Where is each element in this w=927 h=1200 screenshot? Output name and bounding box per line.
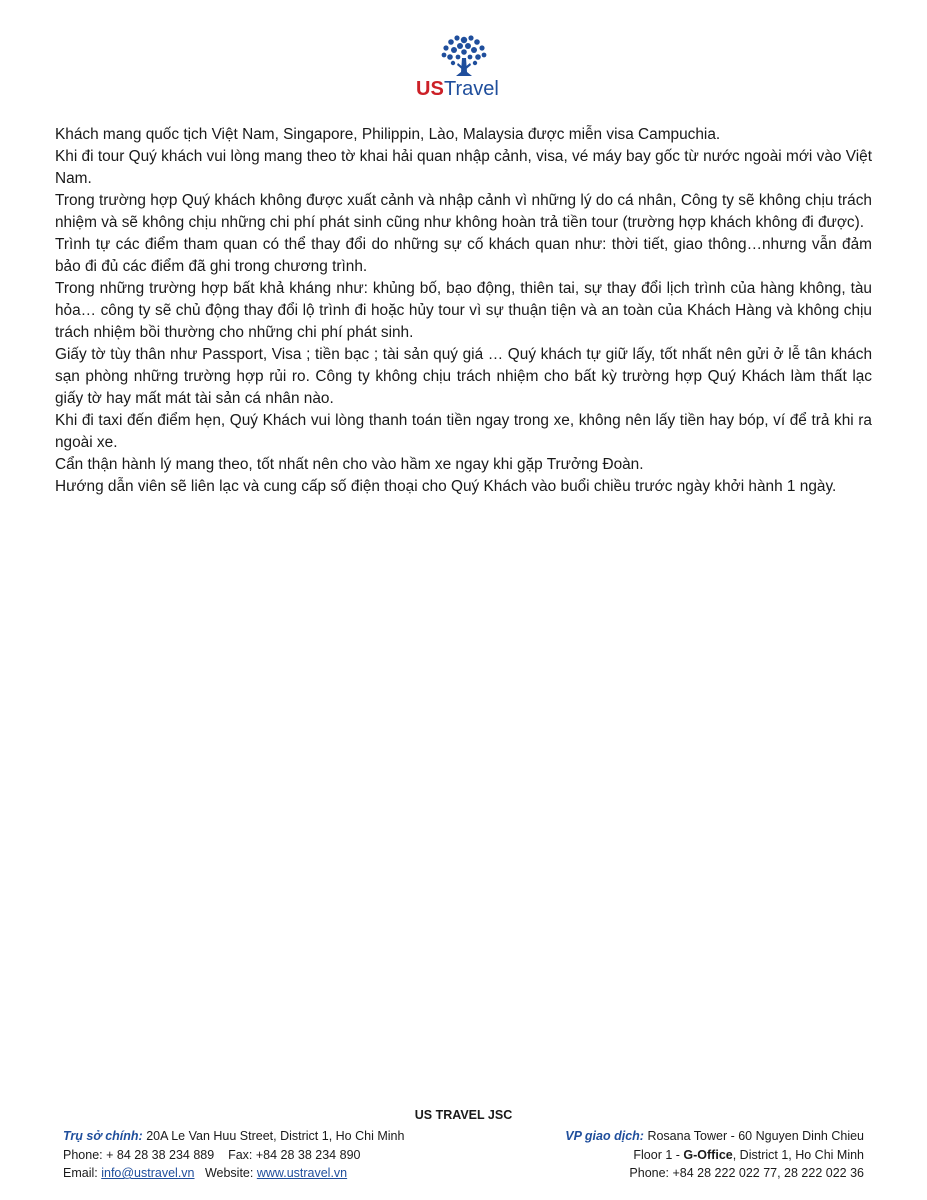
floor-building: G-Office — [683, 1147, 733, 1162]
paragraph: Khi đi tour Quý khách vui lòng mang theo tờ khai hải quan nhập cảnh, visa, vé máy bay gốc từ nước ngoài mới vào Việt Nam. — [55, 148, 872, 187]
head-office-address: 20A Le Van Huu Street, District 1, Ho Chi Minh — [146, 1129, 405, 1143]
website-link[interactable]: www.ustravel.vn — [256, 1166, 348, 1180]
paragraph: Khi đi taxi đến điểm hẹn, Quý Khách vui lòng thanh toán tiền ngay trong xe, không nên lấy tiền hay bóp, ví để trả khi ra ngoài xe. — [55, 412, 872, 451]
logo-travel-text: Travel — [444, 78, 499, 100]
logo-us-text: US — [416, 78, 444, 100]
phone-fax-line: Phone: + 84 28 38 234 889 Fax: +84 28 38 234 890 — [63, 1147, 361, 1162]
terms-body — [55, 124, 872, 498]
contact-line — [63, 1164, 404, 1183]
office-phone-line: Phone: +84 28 222 022 77, 28 222 022 36 — [629, 1166, 864, 1180]
office-label: VP giao dịch: — [565, 1129, 644, 1143]
website-label: Website: — [204, 1166, 254, 1180]
floor-line — [565, 1146, 864, 1165]
paragraph: Hướng dẫn viên sẽ liên lạc và cung cấp số điện thoại cho Quý Khách vào buổi chiều trước ngày khởi hành 1 ngày. — [55, 478, 837, 495]
office-address: Rosana Tower - 60 Nguyen Dinh Chieu — [647, 1129, 864, 1143]
logo-wordmark — [414, 74, 514, 100]
paragraph: Trong những trường hợp bất khả kháng như: khủng bố, bạo động, thiên tai, sự thay đổi lịch trình của hàng không, tàu hỏa… công ty sẽ chủ động thay đổi lộ trình đi hoặc hủy tour vì sự thuận tiện và an toàn của Khách Hàng và không chịu trách nhiệm bồi thường cho những chi phí phát sinh. — [55, 280, 872, 341]
footer-head-office — [63, 1127, 404, 1183]
paragraph: Cẩn thận hành lý mang theo, tốt nhất nên cho vào hầm xe ngay khi gặp Trưởng Đoàn. — [55, 456, 644, 473]
paragraph: Giấy tờ tùy thân như Passport, Visa ; tiền bạc ; tài sản quý giá … Quý khách tự giữ lấy, tốt nhất nên gửi ở lễ tân khách sạn phòng những trường hợp rủi ro. Công ty không chịu trách nhiệm cho bất kỳ trường hợp Quý Khách làm thất lạc giấy tờ hay mất mát tài sản cá nhân nào. — [55, 346, 872, 407]
footer-transaction-office — [565, 1127, 864, 1183]
floor-prefix: Floor 1 - — [633, 1147, 680, 1162]
head-office-line — [63, 1127, 404, 1146]
email-link[interactable]: info@ustravel.vn — [101, 1166, 195, 1180]
paragraph: Trình tự các điểm tham quan có thể thay đổi do những sự cố khách quan như: thời tiết, giao thông…nhưng vẫn đảm bảo đi đủ các điểm đã ghi trong chương trình. — [55, 236, 872, 275]
head-office-label: Trụ sở chính: — [63, 1129, 143, 1143]
paragraph: Trong trường hợp Quý khách không được xuất cảnh và nhập cảnh vì những lý do cá nhân, Công ty sẽ không chịu trách nhiệm và sẽ không chịu những chi phí phát sinh cũng như không hoàn trả tiền tour (trường hợp khách không đi được). — [55, 192, 872, 231]
floor-suffix: , District 1, Ho Chi Minh — [732, 1147, 864, 1162]
email-label: Email: — [63, 1166, 98, 1180]
paragraph: Khách mang quốc tịch Việt Nam, Singapore, Philippin, Lào, Malaysia được miễn visa Campuchia. — [55, 126, 721, 143]
office-line — [565, 1127, 864, 1146]
footer-company-name: US TRAVEL JSC — [414, 1108, 513, 1122]
